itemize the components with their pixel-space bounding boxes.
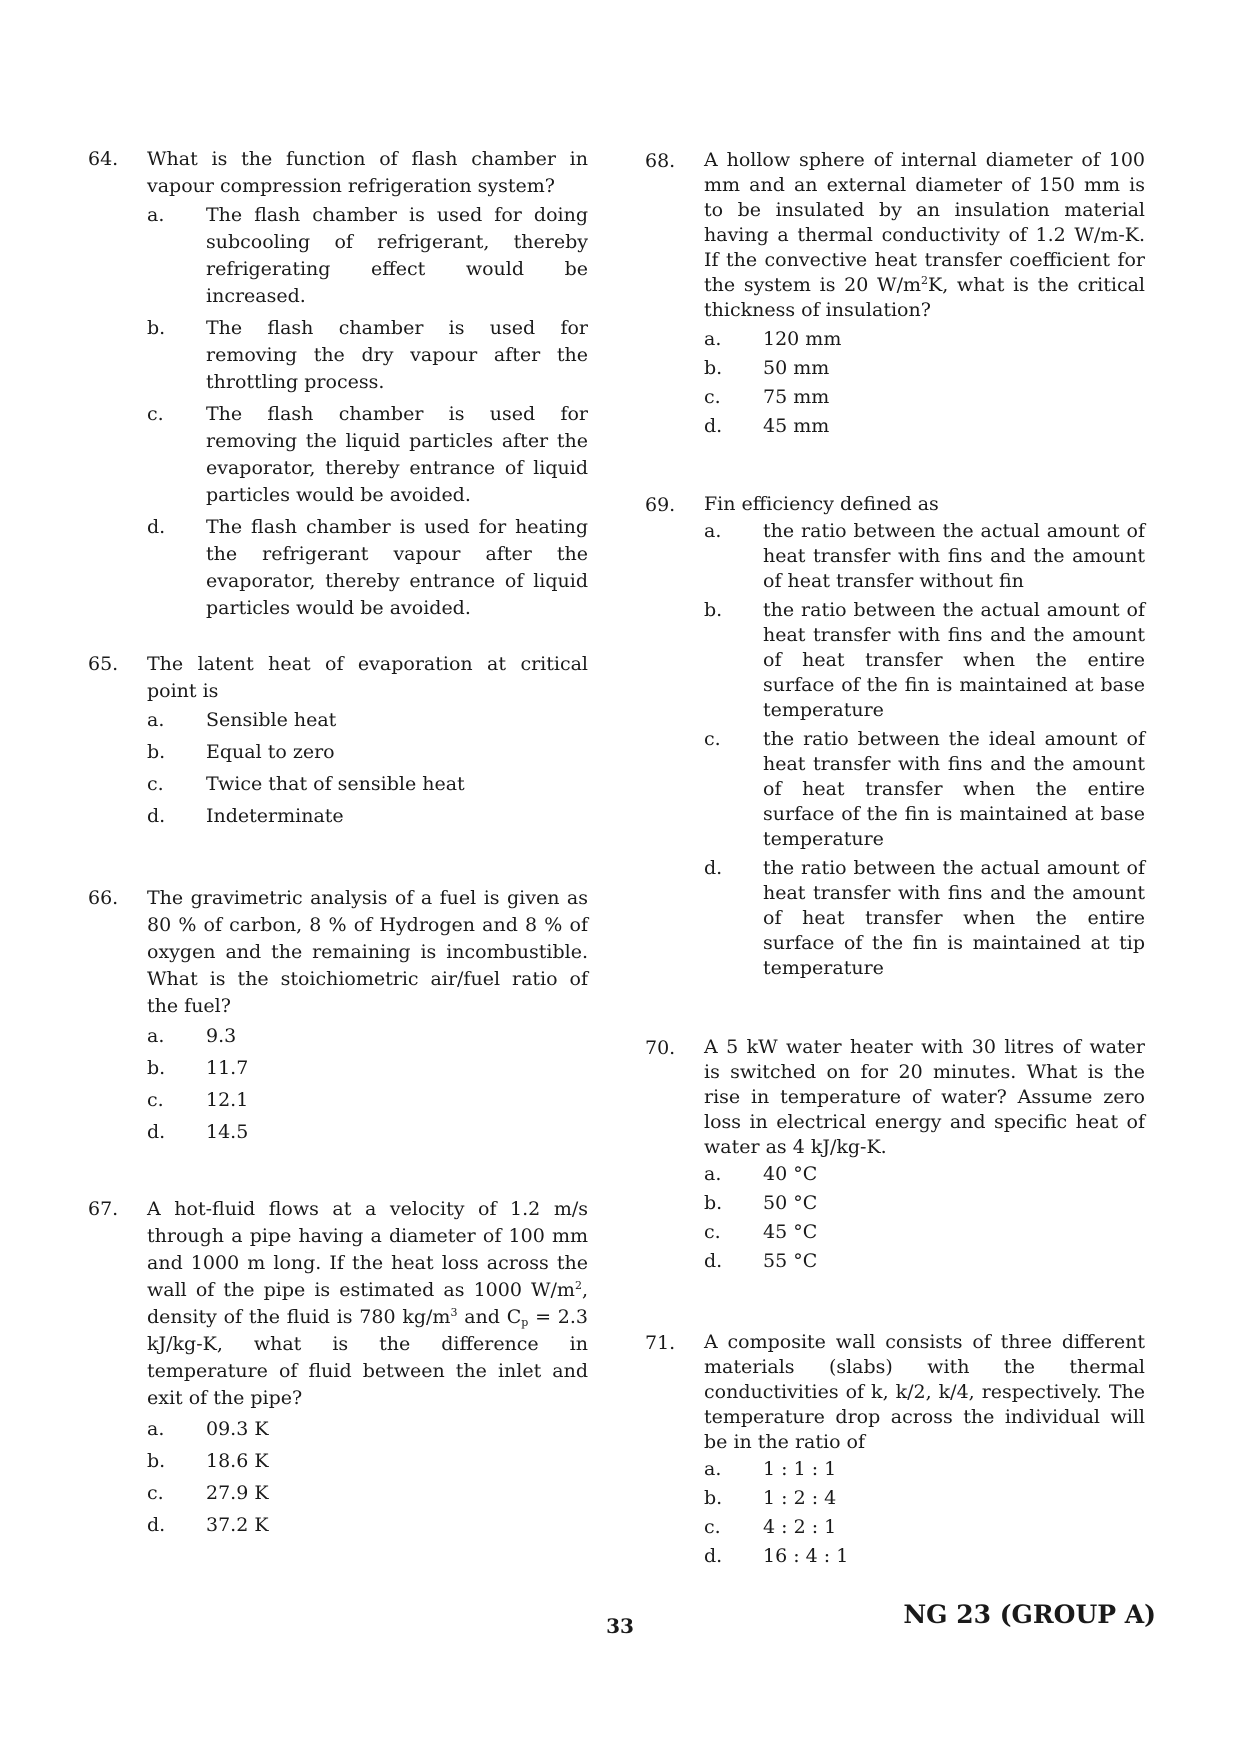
- options-list: [704, 327, 1145, 443]
- option-a: a. the ratio between the actual amount of heat transfer with fins and the amount of heat transfer without fin: [704, 520, 1145, 592]
- option-a: a. The flash chamber is used for doing subcooling of refrigerant, thereby refrigerating effect would be increased.: [147, 204, 588, 307]
- options-list: [704, 1457, 1145, 1573]
- option-a: a. 1 : 1 : 1: [704, 1458, 837, 1480]
- options-list: [704, 519, 1145, 985]
- question-number: 67.: [88, 1198, 119, 1220]
- question-text: The latent heat of evaporation at critical point is: [147, 653, 588, 702]
- option-b: b. 50 mm: [704, 357, 830, 379]
- option-b: b. the ratio between the actual amount of heat transfer with fins and the amount of heat transfer when the entire surface of the fin is maintained at base temperature: [704, 599, 1145, 721]
- option-d: d. 16 : 4 : 1: [704, 1545, 849, 1567]
- option-a: a. 09.3 K: [147, 1418, 269, 1440]
- options-list: [147, 707, 588, 835]
- question-text: A hot-fluid flows at a velocity of 1.2 m/s through a pipe having a diameter of 100 mm and 1000 m long. If the heat loss across the wall of the pipe is estimated as 1000 $W/m^2$, density of the fluid is 780 $kg/m^3$ and $C_p = 2.3$ kJ/kg-K, what is the difference in temperature of fluid between the inlet and exit of the pipe?: [147, 1198, 589, 1409]
- option-c: c. 12.1: [147, 1089, 249, 1111]
- option-b: b. Equal to zero: [147, 741, 335, 763]
- option-d: d. 45 mm: [704, 415, 830, 437]
- question-text: What is the function of flash chamber in vapour compression refrigeration system?: [147, 148, 588, 197]
- question-text: A hollow sphere of internal diameter of 100 mm and an external diameter of 150 mm is to be insulated by an insulation material having a thermal conductivity of 1.2 W/m-K. If the convective heat transfer coefficient for the system is 20 $W/m^2K$, what is the critical thickness of insulation?: [704, 149, 1145, 321]
- option-a: a. 9.3: [147, 1025, 237, 1047]
- option-c: c. 4 : 2 : 1: [704, 1516, 837, 1538]
- option-a: a. 120 mm: [704, 328, 842, 350]
- option-a: a. 40 °C: [704, 1163, 818, 1185]
- option-b: b. 18.6 K: [147, 1450, 269, 1472]
- option-d: d. 55 °C: [704, 1250, 818, 1272]
- option-b: b. 11.7: [147, 1057, 249, 1079]
- option-c: c. The flash chamber is used for removing the liquid particles after the evaporator, thereby entrance of liquid particles would be avoided.: [147, 403, 588, 506]
- question-number: 64.: [88, 148, 119, 170]
- options-list: [147, 1416, 588, 1544]
- question-number: 71.: [645, 1332, 676, 1354]
- question-number: 68.: [645, 150, 676, 172]
- question-text: The gravimetric analysis of a fuel is given as 80 % of carbon, 8 % of Hydrogen and 8 % of oxygen and the remaining is incombustible. What is the stoichiometric air/fuel ratio of the fuel?: [147, 887, 588, 1017]
- option-c: c. 27.9 K: [147, 1482, 269, 1504]
- option-b: b. 50 °C: [704, 1192, 818, 1214]
- page-number: 33: [606, 1614, 634, 1638]
- option-d: d. 37.2 K: [147, 1514, 269, 1536]
- option-c: c. 45 °C: [704, 1221, 818, 1243]
- option-c: c. 75 mm: [704, 386, 830, 408]
- option-b: b. The flash chamber is used for removing the dry vapour after the throttling process.: [147, 317, 588, 393]
- option-d: d. 14.5: [147, 1121, 249, 1143]
- question-number: 65.: [88, 653, 119, 675]
- question-text: A 5 kW water heater with 30 litres of water is switched on for 20 minutes. What is the rise in temperature of water? Assume zero loss in electrical energy and specific heat of water as 4 kJ/kg-K.: [704, 1036, 1145, 1158]
- options-list: [147, 1023, 588, 1151]
- question-number: 69.: [645, 494, 676, 516]
- option-a: a. Sensible heat: [147, 709, 337, 731]
- question-text: Fin efficiency defined as: [704, 493, 939, 515]
- option-b: b. 1 : 2 : 4: [704, 1487, 837, 1509]
- paper-code: NG 23 (GROUP A): [903, 1600, 1156, 1629]
- options-list: [147, 202, 588, 627]
- question-number: 66.: [88, 887, 119, 909]
- options-list: [704, 1162, 1145, 1278]
- question-text: A composite wall consists of three different materials (slabs) with the thermal conductivities of k, k/2, k/4, respectively. The temperature drop across the individual will be in the ratio of: [704, 1331, 1145, 1453]
- option-c: c. Twice that of sensible heat: [147, 773, 465, 795]
- option-d: d. the ratio between the actual amount of heat transfer with fins and the amount of heat transfer when the entire surface of the fin is maintained at tip temperature: [704, 857, 1145, 979]
- option-d: d. The flash chamber is used for heating the refrigerant vapour after the evaporator, thereby entrance of liquid particles would be avoided.: [147, 516, 588, 619]
- option-d: d. Indeterminate: [147, 805, 344, 827]
- question-number: 70.: [645, 1037, 676, 1059]
- option-c: c. the ratio between the ideal amount of heat transfer with fins and the amount of heat transfer when the entire surface of the fin is maintained at base temperature: [704, 728, 1145, 850]
